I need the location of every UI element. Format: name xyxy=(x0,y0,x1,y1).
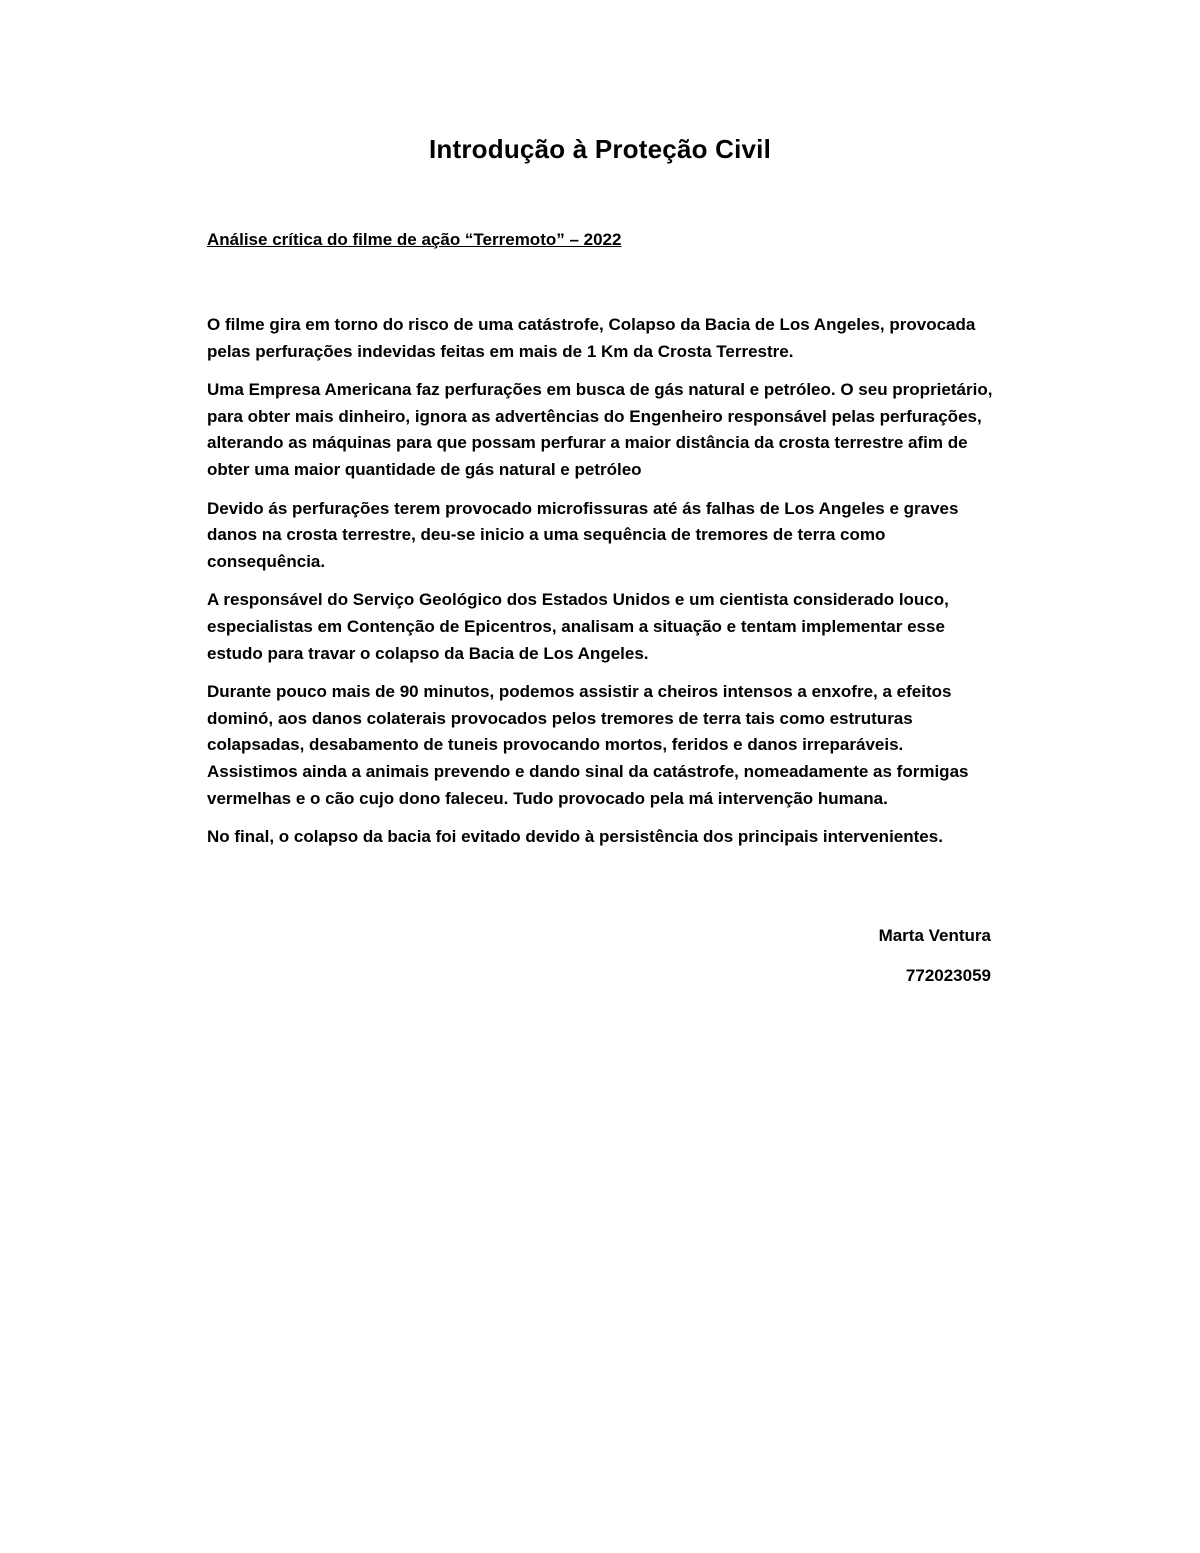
paragraph: Uma Empresa Americana faz perfurações em busca de gás natural e petróleo. O seu proprietário, para obter mais dinheiro, ignora as advertências do Engenheiro responsável pelas perfurações, alterando as máquinas para que possam perfurar a maior distância da crosta terrestre afim de obter uma maior quantidade de gás natural e petróleo xyxy=(207,380,993,479)
signature-block xyxy=(879,924,991,1004)
document-subtitle: Análise crítica do filme de ação “Terremoto” – 2022 xyxy=(207,230,622,249)
document-title: Introdução à Proteção Civil xyxy=(428,134,772,164)
paragraph: No final, o colapso da bacia foi evitado devido à persistência dos principais intervenientes. xyxy=(207,827,943,847)
author-name: Marta Ventura xyxy=(878,926,991,945)
paragraph: O filme gira em torno do risco de uma catástrofe, Colapso da Bacia de Los Angeles, provocada pelas perfurações indevidas feitas em mais de 1 Km da Crosta Terrestre. xyxy=(207,315,976,361)
paragraph: Devido ás perfurações terem provocado microfissuras até ás falhas de Los Angeles e graves danos na crosta terrestre, deu-se inicio a uma sequência de tremores de terra como consequência. xyxy=(207,498,959,571)
paragraph: A responsável do Serviço Geológico dos Estados Unidos e um cientista considerado louco, especialistas em Contenção de Epicentros, analisam a situação e tentam implementar esse estudo para travar o colapso da Bacia de Los Angeles. xyxy=(207,590,949,663)
paragraph: Durante pouco mais de 90 minutos, podemos assistir a cheiros intensos a enxofre, a efeitos dominó, aos danos colaterais provocados pelos tremores de terra tais como estruturas colapsadas, desabamento de tuneis provocando mortos, feridos e danos irreparáveis. Assistimos ainda a animais prevendo e dando sinal da catástrofe, nomeadamente as formigas vermelhas e o cão cujo dono faleceu. Tudo provocado pela má intervenção humana. xyxy=(207,682,969,808)
document-body xyxy=(207,312,997,863)
student-number: 772023059 xyxy=(905,966,991,985)
